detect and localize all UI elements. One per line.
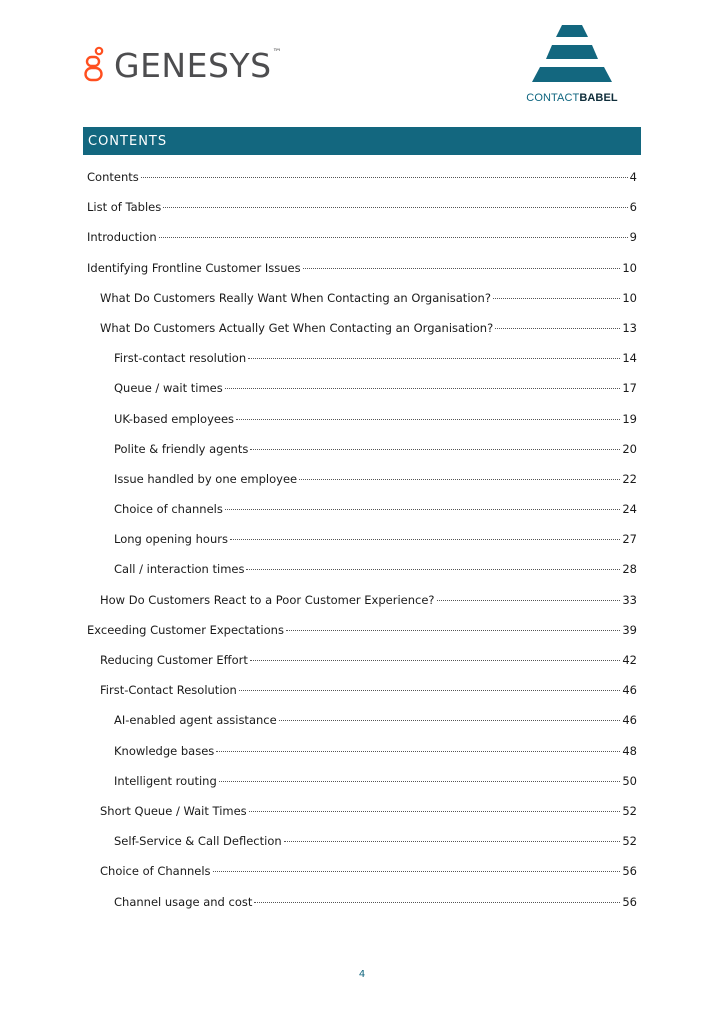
toc-entry-title[interactable]: What Do Customers Actually Get When Contacting an Organisation? xyxy=(100,320,494,335)
toc-dot-leader xyxy=(495,328,620,329)
toc-entry-page[interactable]: 28 xyxy=(622,562,637,577)
toc-dot-leader xyxy=(239,690,621,691)
toc-entry[interactable] xyxy=(87,591,637,621)
toc-entry[interactable] xyxy=(87,500,637,530)
toc-entry-page[interactable]: 46 xyxy=(622,683,637,698)
toc-entry-page[interactable]: 4 xyxy=(629,170,637,184)
toc-entry-page[interactable]: 14 xyxy=(622,351,637,366)
toc-entry-page[interactable]: 17 xyxy=(622,381,637,396)
toc-entry[interactable] xyxy=(87,440,637,470)
toc-entry[interactable] xyxy=(87,772,637,802)
toc-entry[interactable] xyxy=(87,319,637,349)
toc-entry-page[interactable]: 46 xyxy=(622,713,637,728)
toc-entry[interactable] xyxy=(87,893,637,923)
toc-entry-page[interactable]: 50 xyxy=(622,773,637,788)
toc-entry-title[interactable]: AI-enabled agent assistance xyxy=(114,713,277,728)
toc-entry-page[interactable]: 20 xyxy=(622,441,637,456)
toc-entry-title[interactable]: Identifying Frontline Customer Issues xyxy=(87,260,301,275)
toc-entry-page[interactable]: 19 xyxy=(622,411,637,426)
toc-dot-leader xyxy=(213,871,621,872)
toc-dot-leader xyxy=(159,237,628,238)
toc-entry[interactable] xyxy=(87,651,637,681)
toc-entry-page[interactable]: 33 xyxy=(622,592,637,607)
toc-dot-leader xyxy=(236,419,620,420)
toc-entry-title[interactable]: Exceeding Customer Expectations xyxy=(87,622,284,637)
toc-dot-leader xyxy=(246,569,620,570)
toc-entry-title[interactable]: Channel usage and cost xyxy=(114,894,253,909)
toc-dot-leader xyxy=(141,177,628,178)
toc-entry[interactable] xyxy=(87,530,637,560)
toc-entry[interactable] xyxy=(87,349,637,379)
toc-entry-title[interactable]: First-Contact Resolution xyxy=(100,683,237,698)
toc-entry-title[interactable]: UK-based employees xyxy=(114,411,235,426)
toc-entry-page[interactable]: 39 xyxy=(622,622,637,637)
toc-entry[interactable] xyxy=(87,198,637,228)
toc-dot-leader xyxy=(254,902,620,903)
toc-entry-title[interactable]: Choice of channels xyxy=(114,502,223,517)
toc-entry-page[interactable]: 9 xyxy=(629,230,637,245)
page-number: 4 xyxy=(358,969,366,980)
toc-entry-page[interactable]: 10 xyxy=(622,260,637,275)
toc-entry-title[interactable]: Knowledge bases xyxy=(114,743,215,758)
toc-entry-title[interactable]: Reducing Customer Effort xyxy=(100,653,248,667)
toc-dot-leader xyxy=(303,268,621,269)
toc-entry[interactable] xyxy=(87,681,637,711)
toc-dot-leader xyxy=(230,539,620,540)
toc-entry-title[interactable]: Self-Service & Call Deflection xyxy=(114,834,282,849)
toc-entry-title[interactable]: Queue / wait times xyxy=(114,381,223,396)
toc-entry[interactable] xyxy=(87,168,637,198)
toc-entry[interactable] xyxy=(87,832,637,862)
toc-entry-page[interactable]: 10 xyxy=(622,290,637,305)
table-of-contents xyxy=(87,168,637,923)
toc-entry-title[interactable]: What Do Customers Really Want When Contacting an Organisation? xyxy=(100,290,491,305)
toc-entry-title[interactable]: Intelligent routing xyxy=(114,773,217,788)
toc-entry-title[interactable]: Long opening hours xyxy=(114,532,228,547)
toc-dot-leader xyxy=(249,811,621,812)
toc-entry-page[interactable]: 24 xyxy=(622,502,637,517)
toc-entry[interactable] xyxy=(87,560,637,590)
contents-heading-banner xyxy=(83,127,641,155)
toc-entry-title[interactable]: Contents xyxy=(87,170,139,184)
toc-entry-page[interactable]: 52 xyxy=(622,803,637,818)
genesys-wordmark: GENESYS™ xyxy=(114,45,283,85)
toc-dot-leader xyxy=(437,600,621,601)
toc-entry[interactable] xyxy=(87,259,637,289)
contactbabel-pyramid-icon xyxy=(516,20,628,90)
contactbabel-wordmark: CONTACTBABEL xyxy=(526,92,618,104)
toc-dot-leader xyxy=(493,298,620,299)
toc-entry-title[interactable]: List of Tables xyxy=(87,200,162,215)
toc-entry-page[interactable]: 22 xyxy=(622,471,637,486)
toc-entry-page[interactable]: 6 xyxy=(629,200,637,215)
toc-entry-title[interactable]: First-contact resolution xyxy=(114,351,247,366)
toc-entry-title[interactable]: Choice of Channels xyxy=(100,864,211,879)
toc-dot-leader xyxy=(219,781,621,782)
toc-dot-leader xyxy=(225,388,621,389)
toc-entry-title[interactable]: Polite & friendly agents xyxy=(114,441,249,456)
toc-dot-leader xyxy=(250,660,620,661)
toc-dot-leader xyxy=(216,751,620,752)
toc-dot-leader xyxy=(248,358,620,359)
contactbabel-logo xyxy=(516,20,628,108)
toc-entry-page[interactable]: 48 xyxy=(622,743,637,758)
toc-dot-leader xyxy=(225,509,621,510)
toc-entry-page[interactable]: 52 xyxy=(622,834,637,849)
toc-entry[interactable] xyxy=(87,621,637,651)
toc-entry-page[interactable]: 13 xyxy=(622,320,637,335)
genesys-logo-mark-icon xyxy=(84,46,106,84)
toc-entry-page[interactable]: 56 xyxy=(622,864,637,879)
toc-entry[interactable] xyxy=(87,742,637,772)
contents-heading: CONTENTS xyxy=(88,133,168,149)
toc-dot-leader xyxy=(279,720,621,721)
toc-entry[interactable] xyxy=(87,711,637,741)
toc-dot-leader xyxy=(286,630,620,631)
toc-entry[interactable] xyxy=(87,862,637,892)
toc-dot-leader xyxy=(250,449,620,450)
toc-entry-title[interactable]: Introduction xyxy=(87,230,157,245)
toc-entry-title[interactable]: How Do Customers React to a Poor Customer Experience? xyxy=(100,592,435,607)
toc-entry[interactable] xyxy=(87,379,637,409)
toc-entry-title[interactable]: Issue handled by one employee xyxy=(114,471,298,486)
genesys-logo xyxy=(84,44,282,86)
toc-entry[interactable] xyxy=(87,228,637,258)
toc-dot-leader xyxy=(299,479,620,480)
toc-entry-title[interactable]: Call / interaction times xyxy=(114,562,245,577)
toc-dot-leader xyxy=(163,207,627,208)
toc-entry[interactable] xyxy=(87,289,637,319)
toc-entry[interactable] xyxy=(87,470,637,500)
toc-entry-title[interactable]: Short Queue / Wait Times xyxy=(100,803,247,818)
toc-entry-page[interactable]: 56 xyxy=(622,894,637,909)
toc-entry[interactable] xyxy=(87,410,637,440)
toc-entry[interactable] xyxy=(87,802,637,832)
toc-entry-page[interactable]: 27 xyxy=(622,532,637,547)
toc-dot-leader xyxy=(284,841,621,842)
toc-entry-page[interactable]: 42 xyxy=(622,653,637,667)
